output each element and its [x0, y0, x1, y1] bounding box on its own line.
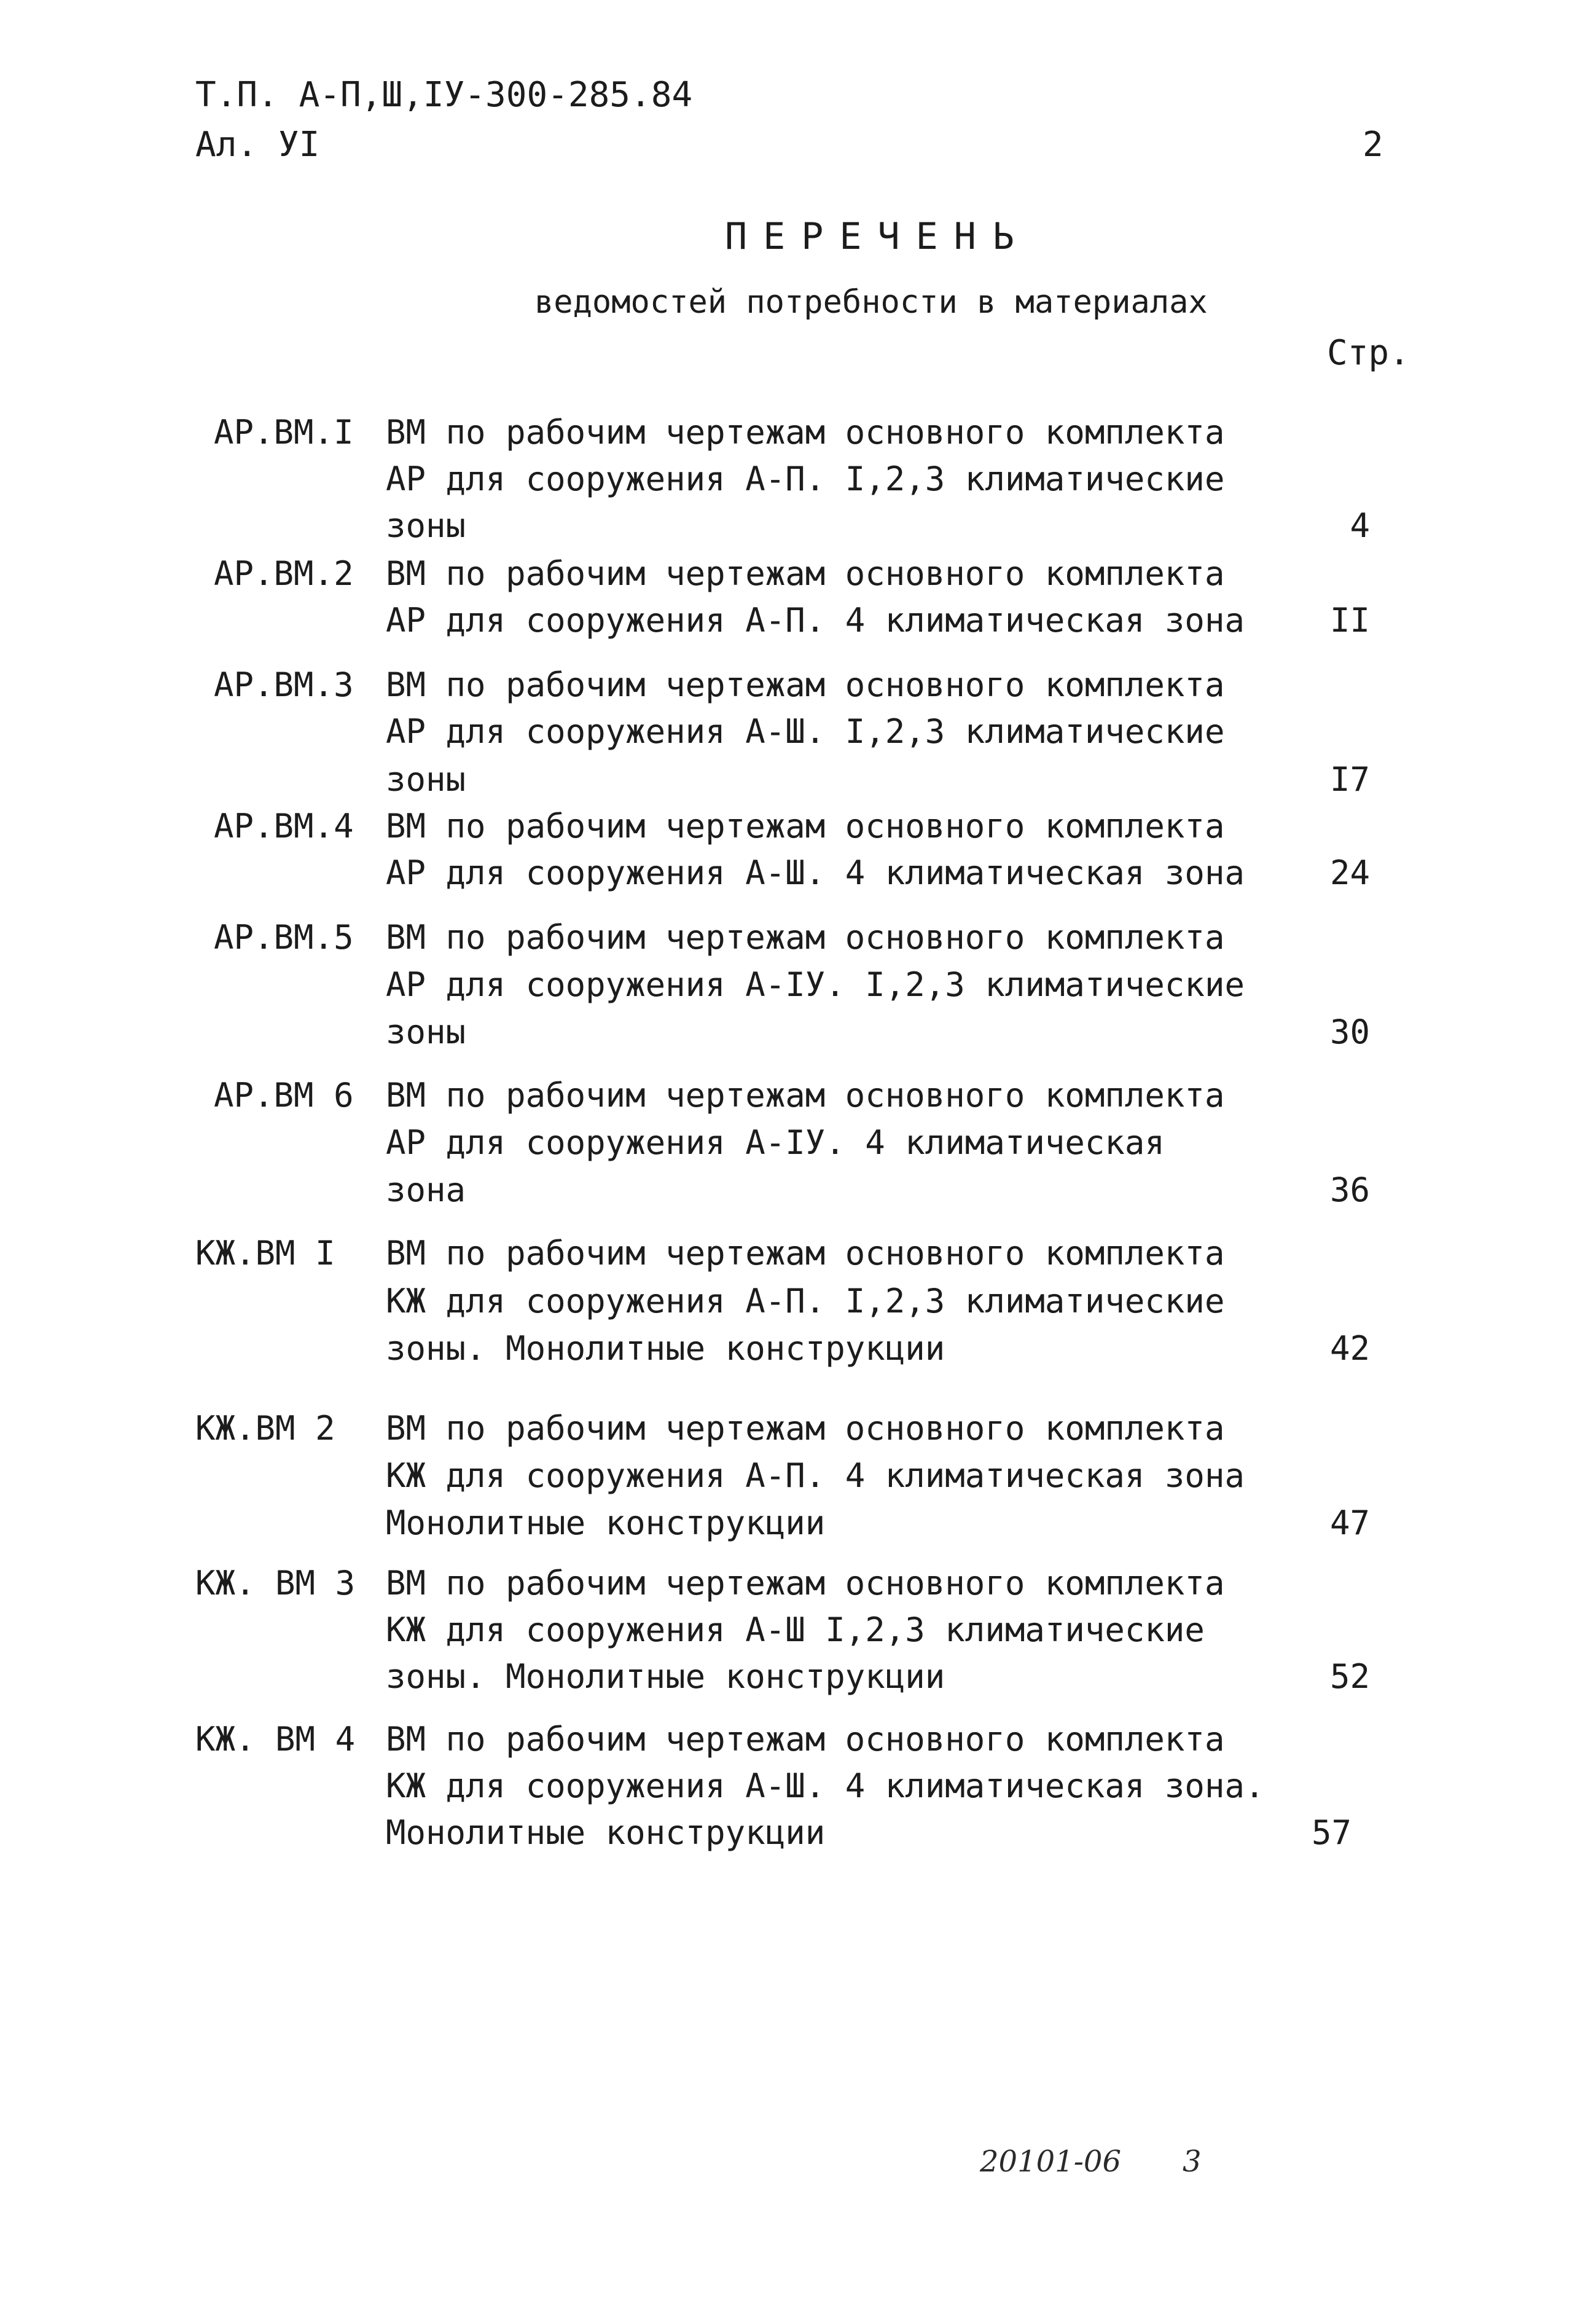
entry-line: КЖ для сооружения А-П. 4 климатическая зона [386, 1456, 1245, 1495]
handwritten-doc-number: 20101-06 [980, 2144, 1121, 2179]
entry-page: II [1329, 601, 1370, 640]
entry-code: АР.ВМ 6 [214, 1076, 354, 1115]
entry-line: ВМ по рабочим чертежам основного комплекта [386, 665, 1225, 704]
entry-line: АР для сооружения А-IУ. 4 климатическая [386, 1123, 1165, 1162]
entry-line: ВМ по рабочим чертежам основного комплекта [386, 1234, 1225, 1273]
entry-line: КЖ для сооружения А-П. I,2,3 климатические [386, 1282, 1225, 1320]
entry-line: ВМ по рабочим чертежам основного комплекта [386, 1076, 1225, 1115]
entry-code: АР.ВМ.3 [214, 665, 354, 704]
entry-page: 52 [1329, 1657, 1370, 1696]
entry-page: 57 [1311, 1813, 1352, 1852]
entry-line: Монолитные конструкции [386, 1813, 826, 1852]
page-subtitle: ведомостей потребности в материалах [534, 284, 1208, 321]
entry-line: АР для сооружения А-IУ. I,2,3 климатические [386, 965, 1245, 1004]
page-column-header: Стр. [1327, 333, 1410, 373]
entry-page: I7 [1329, 760, 1370, 799]
entry-line: зона [386, 1171, 466, 1209]
entry-line: ВМ по рабочим чертежам основного комплекта [386, 554, 1225, 593]
entry-code: АР.ВМ.I [214, 413, 354, 452]
entry-line: КЖ для сооружения А-Ш I,2,3 климатические [386, 1610, 1205, 1649]
entry-line: АР для сооружения А-П. I,2,3 климатические [386, 460, 1225, 498]
entry-code: АР.ВМ.4 [214, 807, 354, 845]
entry-code: КЖ. ВМ 3 [195, 1564, 356, 1602]
entry-line: АР для сооружения А-Ш. 4 климатическая зона [386, 853, 1245, 892]
document-code: Т.П. А-П,Ш,IУ-300-285.84 [195, 75, 693, 115]
entry-page: 42 [1329, 1329, 1370, 1368]
entry-line: ВМ по рабочим чертежам основного комплекта [386, 1409, 1225, 1448]
entry-line: зоны. Монолитные конструкции [386, 1329, 945, 1368]
entry-line: зоны [386, 1013, 466, 1051]
entry-line: ВМ по рабочим чертежам основного комплекта [386, 1720, 1225, 1759]
entry-page: 24 [1329, 853, 1370, 892]
entry-line: АР для сооружения А-Ш. I,2,3 климатические [386, 712, 1225, 751]
entry-page: 30 [1329, 1013, 1370, 1051]
entry-line: ВМ по рабочим чертежам основного комплекта [386, 1564, 1225, 1602]
entry-code: КЖ.ВМ I [195, 1234, 335, 1273]
entry-line: ВМ по рабочим чертежам основного комплекта [386, 807, 1225, 845]
entry-line: ВМ по рабочим чертежам основного комплекта [386, 413, 1225, 452]
entry-line: Монолитные конструкции [386, 1504, 826, 1542]
page-number: 2 [1363, 125, 1383, 165]
entry-code: АР.ВМ.5 [214, 918, 354, 957]
entry-code: КЖ. ВМ 4 [195, 1720, 356, 1759]
entry-page: 4 [1350, 506, 1370, 545]
album-label: Ал. УI [195, 125, 320, 165]
entry-line: зоны [386, 506, 466, 545]
entry-page: 36 [1329, 1171, 1370, 1209]
entry-line: ВМ по рабочим чертежам основного комплекта [386, 918, 1225, 957]
entry-page: 47 [1329, 1504, 1370, 1542]
entry-line: КЖ для сооружения А-Ш. 4 климатическая зона. [386, 1767, 1265, 1805]
page-title: ПЕРЕЧЕНЬ [725, 215, 1030, 258]
entry-line: зоны. Монолитные конструкции [386, 1657, 945, 1696]
entry-code: АР.ВМ.2 [214, 554, 354, 593]
entry-line: зоны [386, 760, 466, 799]
entry-code: КЖ.ВМ 2 [195, 1409, 335, 1448]
entry-line: АР для сооружения А-П. 4 климатическая зона [386, 601, 1245, 640]
handwritten-sheet-number: 3 [1183, 2144, 1202, 2179]
